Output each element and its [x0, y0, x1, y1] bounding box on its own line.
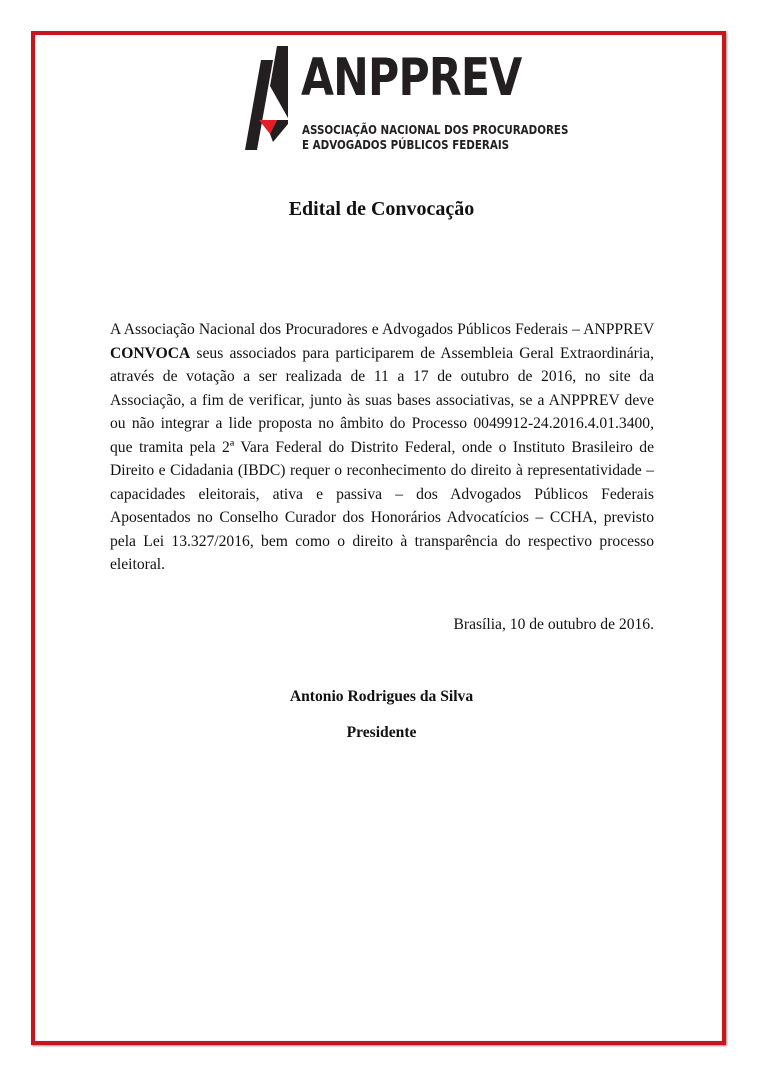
body-text-start: A Associação Nacional dos Procuradores e Advogados Públicos Federais – ANPPREV [110, 321, 654, 338]
signer-role: Presidente [346, 724, 417, 741]
body-text-bold: CONVOCA [110, 344, 191, 362]
logo-subtitle-line2: E ADVOGADOS PÚBLICOS FEDERAIS [302, 138, 510, 152]
body-text-end: seus associados para participarem de Assembleia Geral Extraordinária, através de votação a ser realizada de 11 a 17 de outubro de 2016, no site da Associação, a fim de verificar, junto às suas bases associativas, se a ANPPREV deve ou não integrar a lide proposta no âmbito do Processo 0049912-24.2016.4.01.3400, que tramita pela 2ª Vara Federal do Distrito Federal, onde o Instituto Brasileiro de Direito e Cidadania (IBDC) requer o reconhecimento do direito à representatividade – capacidades eleitorais, ativa e passiva – dos Advogados Públicos Federais Aposentados no Conselho Curador dos Honorários Advocatícios – CCHA, previsto pela Lei 13.327/2016, bem como o direito à transparência do respectivo processo eleitoral. [110, 344, 654, 573]
anpprev-logo [243, 46, 569, 154]
date-line: Brasília, 10 de outubro de 2016. [453, 616, 654, 633]
logo-name: ANPPREV [301, 48, 522, 108]
logo-subtitle-line1: ASSOCIAÇÃO NACIONAL DOS PROCURADORES [302, 123, 569, 137]
document-title: Edital de Convocação [288, 198, 475, 220]
document-body [110, 318, 654, 577]
anpprev-emblem-icon [243, 46, 301, 154]
signer-name: Antonio Rodrigues da Silva [289, 688, 474, 705]
